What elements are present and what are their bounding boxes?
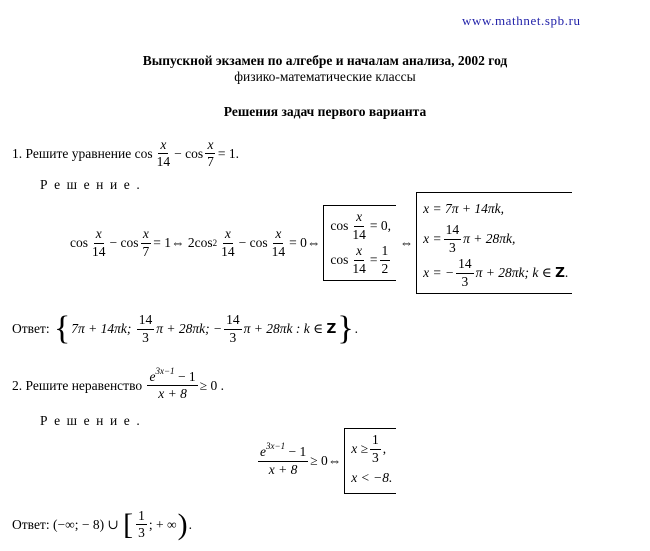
problem-1-solution: cos $\frac{x}{14}$ − cos $\frac{x}{7}$ = 1 ⇔ 2 cos 2 $\frac{x}{14}$ − cos $\frac{x}{14}$ = 0 ⇔ cos $\frac{x}{14}$ = 0, cos $\frac{x}{14}$ = $\frac{1}{2}$ ⇔ x = 7π + 14πk, x = $\frac{14}{3}$ π + 28πk, x = − $\frac{14}{3}$ π + 28πk; k ∈ Z . [70, 192, 572, 294]
fraction-x-14: $\frac{x}{14}$ [92, 226, 106, 259]
minus-sign: − [238, 235, 247, 250]
problem-1-statement [12, 138, 239, 169]
problem-2-answer: Ответ: (−∞; − 8) ∪ [ $\frac{1}{3}$ ; + ∞ ) . [12, 507, 192, 541]
equivalence-sign: ⇔ [399, 235, 414, 250]
cos-value-cases [323, 205, 396, 281]
cos-fn: cos [120, 235, 139, 250]
equivalence-sign: ⇔ [327, 453, 342, 468]
cos-fn: cos [185, 145, 204, 161]
exp-fraction: $\frac{e^{3x-1} - 1}{x + 8}$ [260, 441, 307, 477]
period: . [235, 145, 239, 161]
geq-zero: ≥ 0 [310, 453, 328, 468]
left-bracket: [ [123, 507, 134, 541]
coefficient-two: 2 [187, 235, 195, 250]
equals-one: = 1 [153, 235, 171, 250]
case-cos-zero: cos $\frac{x}{14}$ = 0, [330, 209, 391, 242]
fraction-x-14: $\frac{x}{14}$ [156, 137, 171, 170]
site-url[interactable]: www.mathnet.spb.ru [462, 13, 581, 28]
minus-sign: − [109, 235, 118, 250]
case-cos-half: cos $\frac{x}{14}$ = $\frac{1}{2}$ [330, 243, 389, 276]
roots-cases [416, 192, 572, 294]
solution-label-2: Р е ш е н и е . [40, 413, 142, 428]
root-case-1: x = 7π + 14πk, [423, 201, 504, 216]
page-subtitle: физико-математические классы [234, 69, 416, 84]
solution-label-1: Р е ш е н и е . [40, 177, 142, 192]
fraction-x-7: $\frac{x}{7}$ [142, 226, 150, 259]
fraction-x-14: $\frac{x}{14}$ [271, 226, 286, 259]
cos-fn: cos [194, 235, 213, 250]
left-brace: { [53, 310, 71, 347]
exp-fraction: $\frac{e^{3x-1} - 1}{x + 8}$ [149, 366, 196, 402]
cos-fn: cos [134, 145, 153, 161]
case-x-geq-third: x ≥ $\frac{1}{3}$ , [351, 432, 387, 465]
root-case-2: x = $\frac{14}{3}$ π + 28πk, [423, 222, 516, 255]
answer-interval-right: ; + ∞ [148, 516, 177, 532]
case-x-lt-minus-8: x < −8. [351, 470, 393, 485]
right-paren: ) [177, 507, 188, 541]
cos-fn: cos [249, 235, 268, 250]
section-title: Решения задач первого варианта [223, 104, 427, 119]
equivalence-sign: ⇔ [306, 235, 321, 250]
fraction-x-14: $\frac{x}{14}$ [221, 226, 235, 259]
minus-sign: − [174, 145, 182, 161]
fraction-x-7: $\frac{x}{7}$ [207, 137, 214, 170]
problem-1-prompt: 1. Решите уравнение [12, 145, 132, 161]
equals-one: = 1 [217, 145, 236, 161]
answer-interval-left: (−∞; − 8) ∪ [52, 516, 119, 532]
geq-zero: ≥ 0 [199, 377, 218, 393]
answer-set-part: π + 28πk : k ∈ [243, 321, 324, 336]
inequality-cases [344, 428, 396, 494]
equivalence-sign: ⇔ [171, 235, 185, 250]
problem-2-statement: 2. Решите неравенство $\frac{e^{3x-1} - 1}{x + 8}$ ≥ 0 . [12, 366, 224, 402]
problem-2-prompt: 2. Решите неравенство [12, 377, 143, 393]
equals-zero: = 0 [289, 235, 307, 250]
problem-2-solution [256, 428, 396, 494]
answer-label: Ответ: [12, 516, 50, 532]
answer-label: Ответ: [12, 321, 50, 336]
answer-set-part: π + 28πk; − [156, 321, 223, 336]
cos-fn: cos [70, 235, 88, 250]
answer-set-part: 7π + 14πk; [71, 321, 132, 336]
right-brace: } [337, 310, 354, 347]
problem-1-answer: Ответ: { 7π + 14πk; $\frac{14}{3}$ π + 28πk; − $\frac{14}{3}$ π + 28πk : k ∈ Z } . [12, 310, 359, 347]
root-case-3: x = − $\frac{14}{3}$ π + 28πk; k ∈ Z . [423, 256, 569, 289]
page-title: Выпускной экзамен по алгебре и началам анализа, 2002 год [142, 53, 508, 68]
